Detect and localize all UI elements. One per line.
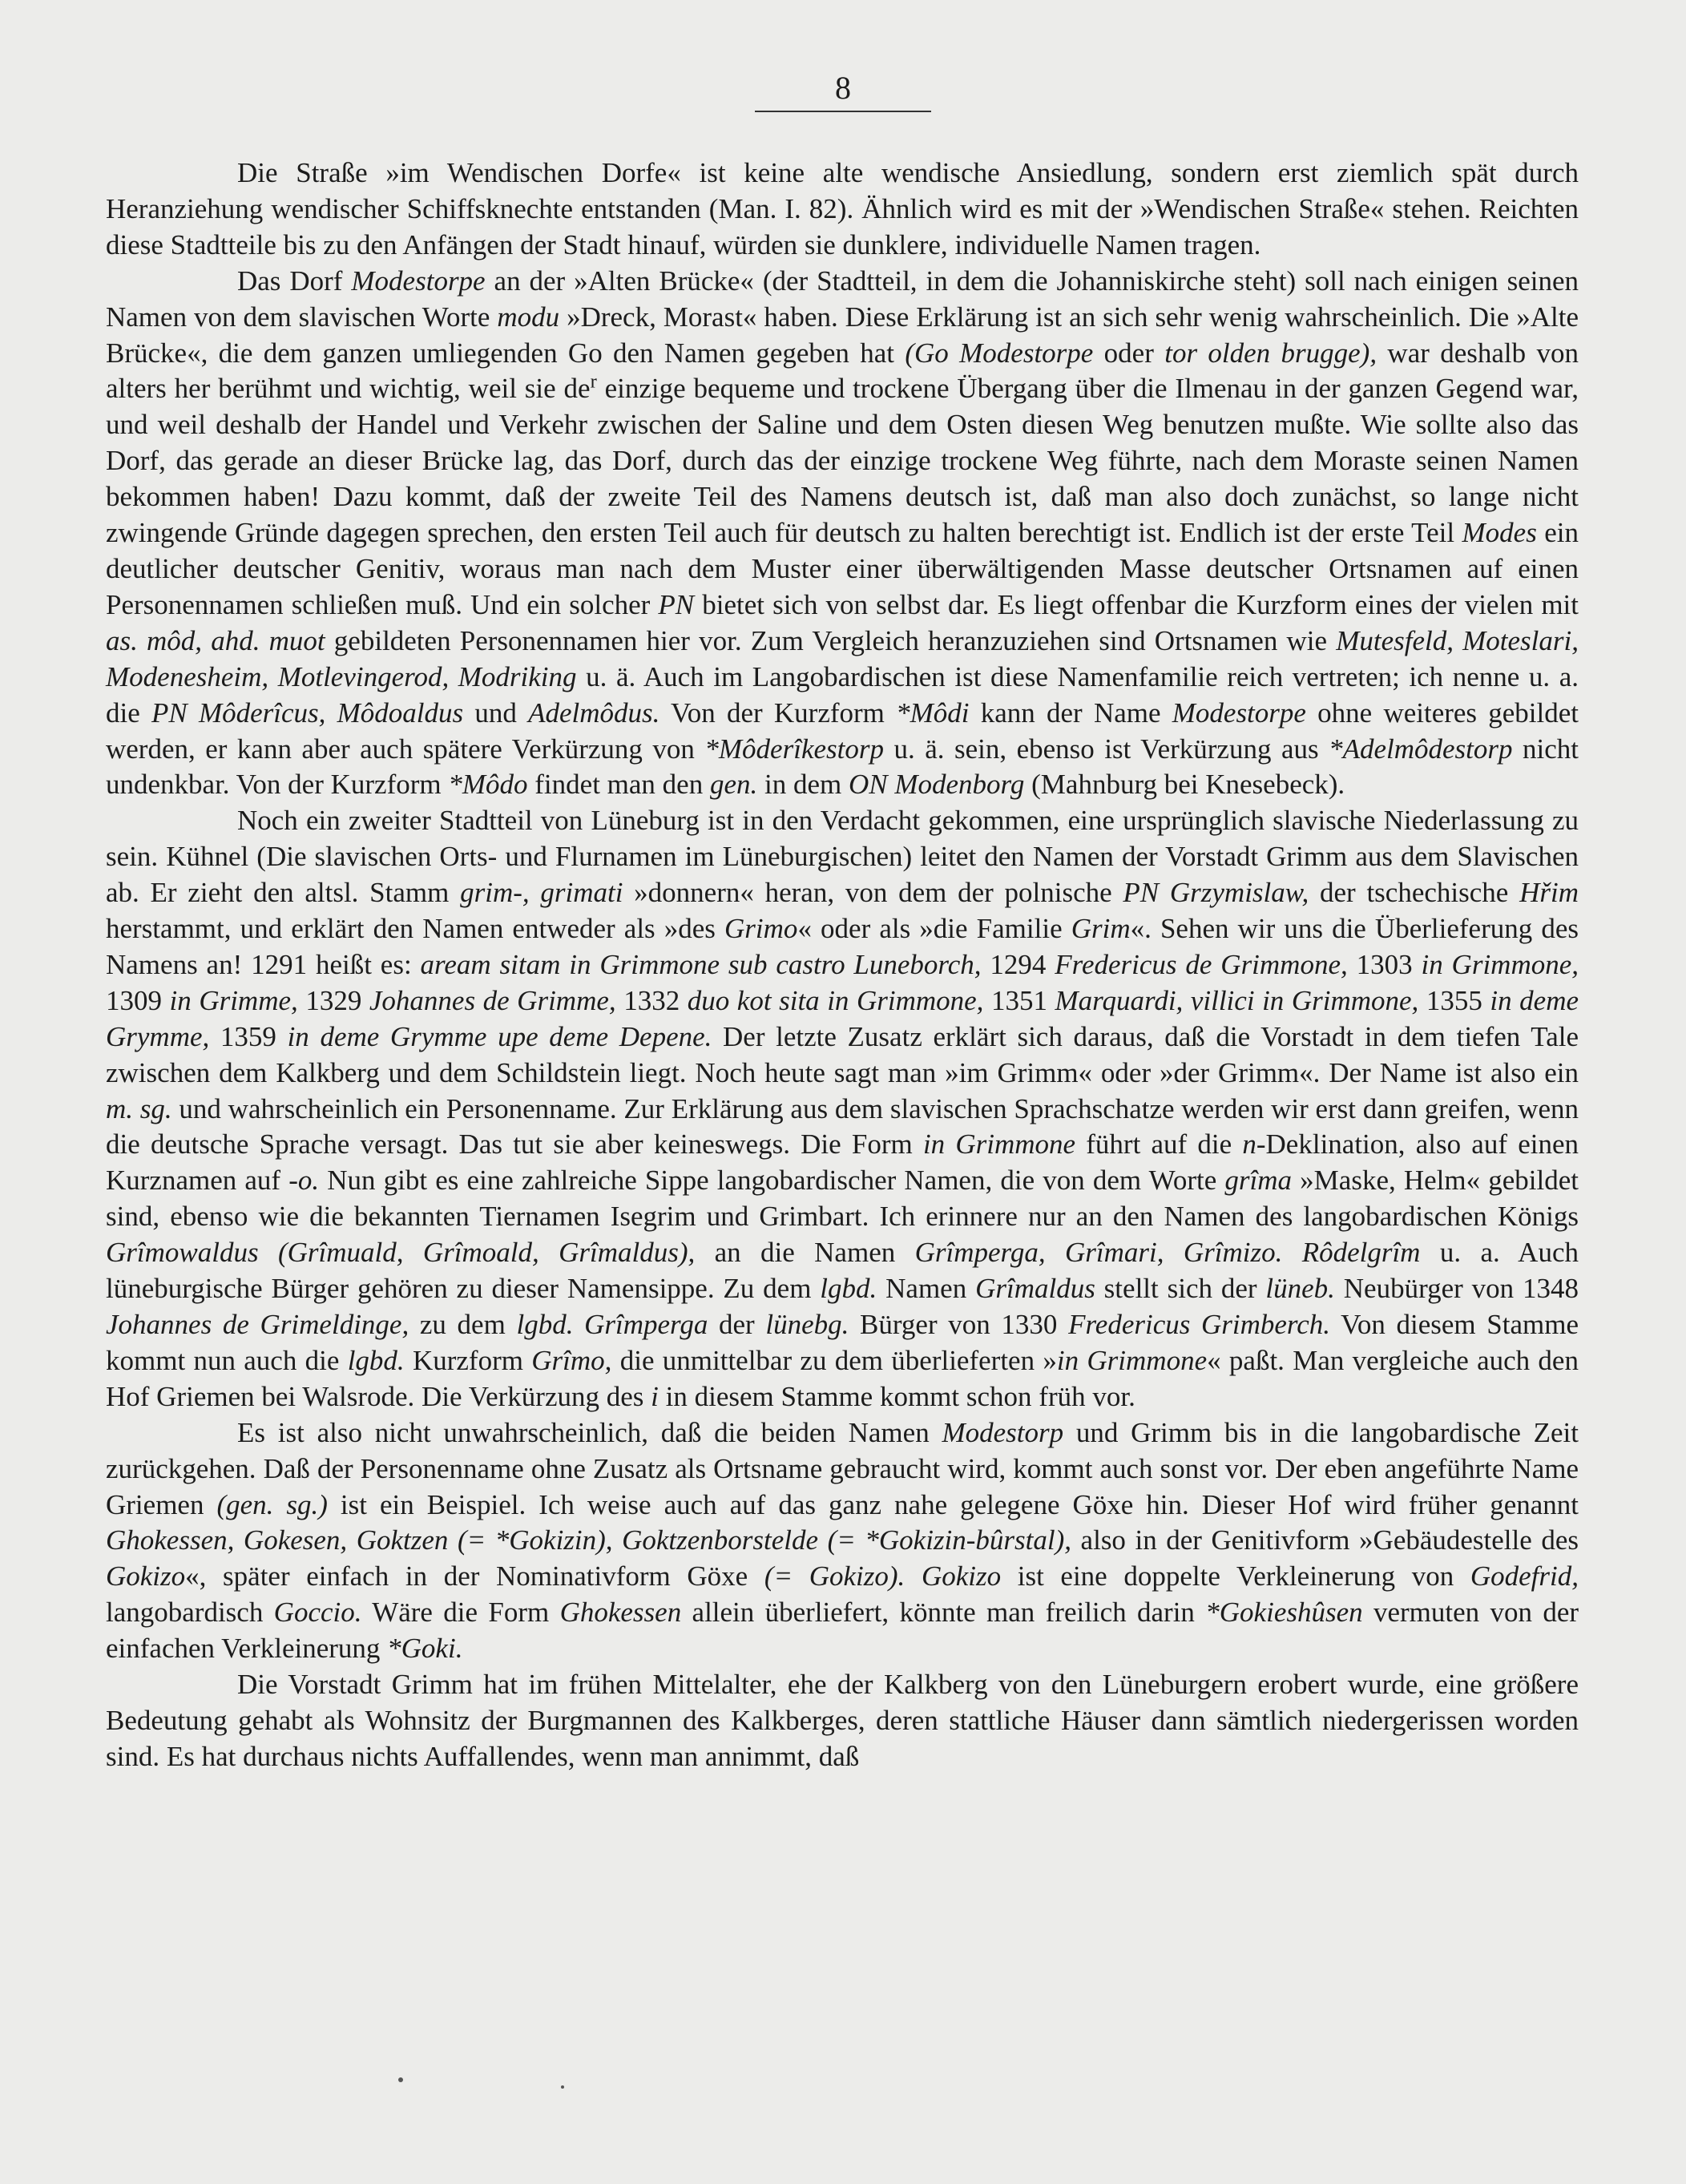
text-run: herstammt, und erklärt den Namen entweder als »des [106, 913, 725, 945]
text-run: also in der Genitivform »Gebäudestelle des [1071, 1524, 1579, 1556]
italic-run: Hřim [1519, 877, 1579, 909]
text-run: Namen [877, 1273, 976, 1305]
italic-run: Modestorpe [351, 264, 486, 297]
italic-run: (gen. sg.) [216, 1488, 328, 1520]
text-run: 1329 [297, 984, 369, 1016]
text-run: der [708, 1309, 766, 1340]
italic-run: Modestorp [942, 1416, 1064, 1448]
italic-run: Grîmperga, Grîmari, Grîmizo. Rôdelgrîm [914, 1237, 1421, 1269]
text-run: findet man den [527, 769, 710, 801]
italic-run: (Go Modestorpe [905, 337, 1094, 369]
italic-run: Johannes de Grimeldinge, [106, 1309, 409, 1340]
paragraph [106, 1667, 1579, 1775]
text-run: u. a. Auch lüneburgische Bürger gehören zu dieser Namensippe. Zu dem [106, 1237, 1579, 1305]
italic-run: in Grimmone, [1421, 948, 1579, 980]
text-run: Kurzform [404, 1344, 532, 1376]
italic-run: i [651, 1380, 659, 1412]
text-run: zu dem [409, 1309, 517, 1340]
italic-run: Godefrid, [1470, 1560, 1579, 1593]
italic-run: lgbd. Grîmperga [516, 1309, 708, 1340]
text-run: und Grimm bis in die langobardische Zeit zurückgehen. Daß der Personenname ohne Zusatz als Ortsname gebraucht wird, kommt auch sonst vor. Der eben angeführte Name Griemen [106, 1416, 1579, 1520]
text-run: Der letzte Zusatz erklärt sich daraus, daß die Vorstadt in dem tiefen Tale zwischen dem Kalkberg und dem Schildstein liegt. Noch heute sagt man »im Grimm« oder »der Grimm«. Der Name ist also ein [106, 1020, 1579, 1088]
italic-run: *Goki. [387, 1633, 463, 1665]
text-run: « paßt. Man vergleiche auch den Hof Griemen bei Walsrode. Die Verkürzung des [106, 1344, 1579, 1412]
text-run: die unmittelbar zu dem überlieferten » [611, 1344, 1057, 1376]
italic-run: Goccio. [273, 1597, 362, 1629]
italic-run: m. sg. [106, 1092, 172, 1124]
text-run: Noch ein zweiter Stadtteil von Lüneburg ist in den Verdacht gekommen, eine ursprünglich slavische Niederlassung zu sein. Kühnel (Die slavischen Orts- und Flurnamen im Lüneburgischen) leitet den Namen der Vorstadt Grimm aus dem Slavischen ab. Er zieht den altsl. Stamm [106, 805, 1579, 909]
italic-run: PN [658, 588, 695, 620]
italic-run: n [1242, 1128, 1256, 1161]
text-run: ohne weiteres gebildet werden, er kann aber auch spätere Verkürzung von [106, 696, 1579, 765]
text-run: «. Sehen wir uns die Überlieferung des Namens an! 1291 heißt es: [106, 913, 1579, 980]
text-run: Von diesem Stamme kommt nun auch die [106, 1309, 1579, 1376]
italic-run: Ghokessen [559, 1597, 682, 1629]
italic-run: tor olden brugge), [1164, 337, 1377, 369]
italic-run: in deme Grymme upe deme Depene. [287, 1020, 712, 1052]
italic-run: Mutesfeld, Moteslari, Modenesheim, Motlevingerod, Modriking [106, 624, 1579, 692]
italic-run: Grim [1071, 913, 1131, 945]
text-run: u. ä. sein, ebenso ist Verkürzung aus [883, 733, 1329, 765]
italic-run: Fredericus de Grimmone, [1055, 948, 1348, 980]
paragraph [106, 1415, 1579, 1667]
italic-run: lünebg. [765, 1309, 849, 1340]
text-run: Bürger von 1330 [849, 1309, 1069, 1340]
italic-run: in deme Grymme, [106, 984, 1579, 1052]
text-run: (Mahnburg bei Knesebeck). [1024, 769, 1345, 801]
text-run: «, später einfach in der Nominativform Göxe [185, 1560, 764, 1593]
italic-run: Gokizo [106, 1560, 186, 1593]
text-run [905, 1560, 922, 1592]
italic-run: lgbd. [820, 1273, 877, 1305]
italic-run: Grîmo, [531, 1344, 612, 1376]
text-run: gebildeten Personennamen hier vor. Zum Vergleich heranzuziehen sind Ortsnamen wie [325, 624, 1337, 656]
italic-run: (= Gokizo). [764, 1560, 906, 1593]
italic-run: *Adelmôdestorp [1329, 733, 1513, 765]
superscript-run: r [590, 370, 597, 393]
text-run: 1355 [1418, 984, 1490, 1016]
text-run: -Deklination, also auf einen Kurznamen auf [106, 1128, 1579, 1197]
italic-run: as. môd, ahd. muot [106, 624, 325, 656]
italic-run: Johannes de Grimme, [369, 984, 616, 1016]
text-run: »donnern« heran, von dem der polnische [623, 877, 1123, 909]
paragraph [106, 155, 1579, 264]
italic-run: gen. [709, 769, 758, 801]
italic-run: PN Grzymislaw, [1123, 877, 1309, 909]
text-run: der tschechische [1309, 877, 1520, 909]
italic-run: Modes [1462, 517, 1537, 549]
italic-run: in Grimmone [1056, 1344, 1208, 1376]
italic-run: grîma [1224, 1165, 1293, 1197]
italic-run: *Môdi [896, 696, 970, 729]
italic-run: Grimo [724, 913, 798, 945]
italic-run: Marquardi, villici in Grimmone, [1055, 984, 1419, 1016]
italic-run: lgbd. [347, 1344, 405, 1376]
text-run: in diesem Stamme kommt schon früh vor. [658, 1380, 1135, 1412]
italic-run: duo kot sita in Grimmone, [687, 984, 984, 1016]
text-run: Es ist also nicht unwahrscheinlich, daß die beiden Namen [237, 1416, 942, 1448]
text-run: ist ein Beispiel. Ich weise auch auf das ganz nahe gelegene Göxe hin. Dieser Hof wird früher genannt [327, 1488, 1579, 1520]
italic-run: Fredericus Grimberch. [1068, 1309, 1331, 1340]
italic-run: *Môderîkestorp [704, 733, 884, 765]
body-text [106, 155, 1579, 1775]
italic-run: Grîmaldus [975, 1273, 1095, 1305]
text-run: 1332 [615, 984, 688, 1016]
page-number-rule [755, 111, 931, 112]
paper-speck [561, 2085, 564, 2089]
italic-run: *Môdo [448, 769, 528, 801]
text-run: »Dreck, Morast« haben. Diese Erklärung ist an sich sehr wenig wahrscheinlich. Die »Alte Brücke«, die dem ganzen umliegenden Go den Namen gegeben hat [106, 301, 1579, 369]
text-run: 1294 [981, 948, 1055, 980]
text-run: Von der Kurzform [659, 696, 897, 729]
text-run: Die Straße »im Wendischen Dorfe« ist keine alte wendische Ansiedlung, sondern erst ziemlich spät durch Heranziehung wendischer Schiffsknechte entstanden (Man. I. 82). Ähnlich wird es mit der »Wendischen Straße« stehen. Reichten diese Stadtteile bis zu den Anfängen der Stadt hinauf, würden sie dunklere, individuelle Namen tragen. [106, 157, 1579, 260]
text-run: Wäre die Form [361, 1597, 560, 1629]
text-run: ein deutlicher deutscher Genitiv, woraus man nach dem Muster einer überwältigenden Masse deutscher Ortsnamen auf einen Personennamen schließen muß. Und ein solcher [106, 517, 1579, 620]
text-run: 1303 [1347, 948, 1422, 980]
paper-speck [398, 2077, 403, 2082]
text-run: 1351 [983, 984, 1055, 1016]
text-run: stellt sich der [1095, 1273, 1266, 1305]
text-run: an der »Alten Brücke« (der Stadtteil, in dem die Johanniskirche steht) soll nach einigen seinen Namen von dem slavischen Worte [106, 264, 1579, 333]
italic-run: Modestorpe [1172, 696, 1306, 729]
text-run: vermuten von der einfachen Verkleinerung [106, 1597, 1579, 1665]
text-run: war deshalb von alters her berühmt und wichtig, weil sie de [106, 337, 1579, 405]
paragraph [106, 264, 1579, 804]
text-run: 1309 [106, 984, 170, 1016]
italic-run: Ghokessen, Gokesen, Goktzen (= *Gokizin), Goktzenborstelde (= *Gokizin-bûrstal), [106, 1524, 1072, 1556]
text-run: Die Vorstadt Grimm hat im frühen Mittelalter, ehe der Kalkberg von den Lüneburgern erobert wurde, eine größere Bedeutung gehabt als Wohnsitz der Burgmannen des Kalkberges, deren stattliche Häuser dann sämtlich niedergerissen worden sind. Es hat durchaus nichts Auffallendes, wenn man annimmt, daß [106, 1669, 1579, 1772]
page-number: 8 [835, 70, 851, 106]
text-run: allein überliefert, könnte man freilich darin [681, 1597, 1206, 1629]
italic-run: -o. [288, 1165, 320, 1197]
italic-run: Grîmowaldus (Grîmuald, Grîmoald, Grîmaldus), [106, 1237, 696, 1269]
text-run: in dem [757, 769, 849, 801]
text-run: 1359 [209, 1020, 288, 1052]
italic-run: in Grimme, [169, 984, 298, 1016]
text-run: langobardisch [106, 1597, 274, 1629]
italic-run: lüneb. [1265, 1273, 1335, 1305]
text-run: bietet sich von selbst dar. Es liegt offenbar die Kurzform eines der vielen mit [694, 588, 1579, 620]
text-run: kann der Name [969, 696, 1172, 729]
italic-run: ON Modenborg [849, 769, 1025, 801]
text-run: »Maske, Helm« gebildet sind, ebenso wie die bekannten Tiernamen Isegrim und Grimbart. Ich erinnere nur an den Namen des langobardischen Königs [106, 1165, 1579, 1233]
text-run: nicht undenkbar. Von der Kurzform [106, 733, 1579, 801]
text-run: « oder als »die Familie [797, 913, 1071, 945]
text-run: an die Namen [695, 1237, 915, 1269]
text-run: und [463, 696, 529, 729]
text-run: führt auf die [1075, 1128, 1243, 1161]
text-run: ist eine doppelte Verkleinerung von [1001, 1560, 1470, 1593]
italic-run: Gokizo [921, 1560, 1002, 1593]
italic-run: modu [497, 301, 560, 333]
italic-run: Adelmôdus. [528, 696, 660, 729]
text-run: und wahrscheinlich ein Personenname. Zur Erklärung aus dem slavischen Sprachschatze werden wir erst dann greifen, wenn die deutsche Sprache versagt. Das tut sie aber keineswegs. Die Form [106, 1092, 1579, 1161]
text-run: u. ä. Auch im Langobardischen ist diese Namenfamilie reich vertreten; ich nenne u. a. die [106, 660, 1579, 729]
italic-run: aream sitam in Grimmone sub castro Luneborch, [420, 948, 982, 980]
text-run: Das Dorf [237, 264, 352, 297]
italic-run: PN Môderîcus, Môdoaldus [151, 696, 464, 729]
text-run: einzige bequeme und trockene Übergang über die Ilmenau in der ganzen Gegend war, und weil deshalb der Handel und Verkehr zwischen der Saline und dem Osten diesen Weg benutzen mußte. Wie sollte also das Dorf, das gerade an dieser Brücke lag, das Dorf, durch das der einzige trockene Weg führte, nach dem Moraste seinen Namen bekommen haben! Dazu kommt, daß der zweite Teil des Namens deutsch ist, daß man also doch zunächst, so lange nicht zwingende Gründe dagegen sprechen, den ersten Teil auch für deutsch zu halten berechtigt ist. Endlich ist der erste Teil [106, 373, 1579, 549]
italic-run: *Gokieshûsen [1205, 1597, 1363, 1629]
paragraph [106, 803, 1579, 1415]
text-run: Neubürger von 1348 [1334, 1273, 1579, 1305]
text-run: oder [1093, 337, 1165, 369]
italic-run: grim-, grimati [460, 877, 623, 909]
text-run: Nun gibt es eine zahlreiche Sippe langobardischer Namen, die von dem Worte [319, 1165, 1225, 1197]
italic-run: in Grimmone [922, 1128, 1076, 1161]
